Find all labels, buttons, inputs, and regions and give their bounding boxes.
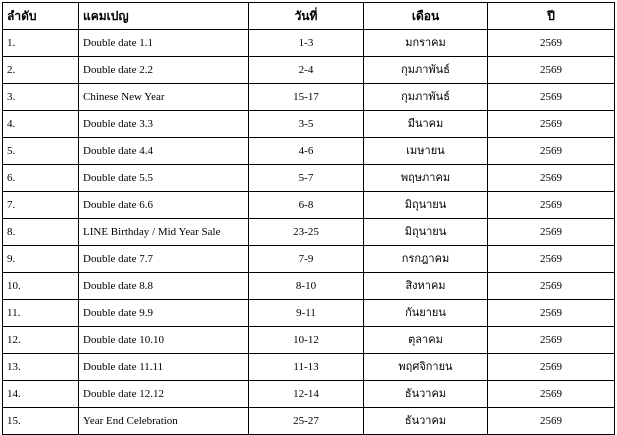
cell-month: กุมภาพันธ์ xyxy=(364,84,488,111)
cell-campaign: Double date 9.9 xyxy=(79,300,249,327)
cell-campaign: Double date 6.6 xyxy=(79,192,249,219)
cell-date: 7-9 xyxy=(249,246,364,273)
cell-campaign: Double date 3.3 xyxy=(79,111,249,138)
cell-no: 13. xyxy=(3,354,79,381)
table-row xyxy=(3,354,615,381)
header-year: ปี xyxy=(488,3,615,30)
cell-year: 2569 xyxy=(488,246,615,273)
cell-month: กุมภาพันธ์ xyxy=(364,57,488,84)
cell-campaign: Double date 8.8 xyxy=(79,273,249,300)
table-row xyxy=(3,57,615,84)
cell-campaign: Double date 11.11 xyxy=(79,354,249,381)
cell-month: พฤษภาคม xyxy=(364,165,488,192)
cell-year: 2569 xyxy=(488,327,615,354)
cell-date: 25-27 xyxy=(249,408,364,435)
cell-month: มกราคม xyxy=(364,30,488,57)
cell-no: 9. xyxy=(3,246,79,273)
cell-no: 14. xyxy=(3,381,79,408)
cell-no: 7. xyxy=(3,192,79,219)
cell-date: 10-12 xyxy=(249,327,364,354)
cell-campaign: Year End Celebration xyxy=(79,408,249,435)
cell-campaign: Double date 2.2 xyxy=(79,57,249,84)
table-row xyxy=(3,381,615,408)
table-row xyxy=(3,327,615,354)
cell-no: 4. xyxy=(3,111,79,138)
cell-no: 15. xyxy=(3,408,79,435)
table-body xyxy=(3,30,615,435)
cell-year: 2569 xyxy=(488,273,615,300)
cell-year: 2569 xyxy=(488,381,615,408)
header-campaign: แคมเปญ xyxy=(79,3,249,30)
cell-no: 5. xyxy=(3,138,79,165)
cell-date: 1-3 xyxy=(249,30,364,57)
cell-date: 2-4 xyxy=(249,57,364,84)
cell-campaign: Double date 5.5 xyxy=(79,165,249,192)
table-row xyxy=(3,408,615,435)
cell-campaign: Chinese New Year xyxy=(79,84,249,111)
cell-year: 2569 xyxy=(488,138,615,165)
table-row xyxy=(3,165,615,192)
table-row xyxy=(3,300,615,327)
cell-date: 3-5 xyxy=(249,111,364,138)
cell-month: มิถุนายน xyxy=(364,192,488,219)
cell-date: 5-7 xyxy=(249,165,364,192)
cell-year: 2569 xyxy=(488,354,615,381)
cell-campaign: Double date 7.7 xyxy=(79,246,249,273)
table-row xyxy=(3,192,615,219)
cell-date: 23-25 xyxy=(249,219,364,246)
cell-month: กรกฎาคม xyxy=(364,246,488,273)
table-row xyxy=(3,219,615,246)
cell-date: 6-8 xyxy=(249,192,364,219)
cell-month: มิถุนายน xyxy=(364,219,488,246)
table-row xyxy=(3,273,615,300)
campaign-schedule-table xyxy=(2,2,615,435)
cell-date: 4-6 xyxy=(249,138,364,165)
cell-date: 12-14 xyxy=(249,381,364,408)
cell-campaign: Double date 10.10 xyxy=(79,327,249,354)
cell-year: 2569 xyxy=(488,192,615,219)
cell-campaign: Double date 12.12 xyxy=(79,381,249,408)
header-no: ลำดับ xyxy=(3,3,79,30)
table-row xyxy=(3,30,615,57)
table-row xyxy=(3,246,615,273)
cell-year: 2569 xyxy=(488,165,615,192)
cell-no: 10. xyxy=(3,273,79,300)
cell-month: ธันวาคม xyxy=(364,408,488,435)
cell-no: 3. xyxy=(3,84,79,111)
cell-campaign: Double date 1.1 xyxy=(79,30,249,57)
cell-month: ตุลาคม xyxy=(364,327,488,354)
cell-year: 2569 xyxy=(488,219,615,246)
cell-campaign: LINE Birthday / Mid Year Sale xyxy=(79,219,249,246)
cell-year: 2569 xyxy=(488,300,615,327)
cell-month: กันยายน xyxy=(364,300,488,327)
cell-no: 1. xyxy=(3,30,79,57)
cell-month: เมษายน xyxy=(364,138,488,165)
table-header-row xyxy=(3,3,615,30)
cell-date: 8-10 xyxy=(249,273,364,300)
cell-date: 11-13 xyxy=(249,354,364,381)
cell-no: 2. xyxy=(3,57,79,84)
cell-year: 2569 xyxy=(488,57,615,84)
cell-no: 12. xyxy=(3,327,79,354)
cell-no: 8. xyxy=(3,219,79,246)
cell-month: ธันวาคม xyxy=(364,381,488,408)
cell-year: 2569 xyxy=(488,30,615,57)
header-month: เดือน xyxy=(364,3,488,30)
cell-no: 11. xyxy=(3,300,79,327)
cell-date: 9-11 xyxy=(249,300,364,327)
table-row xyxy=(3,84,615,111)
cell-month: สิงหาคม xyxy=(364,273,488,300)
cell-year: 2569 xyxy=(488,408,615,435)
cell-year: 2569 xyxy=(488,84,615,111)
table-row xyxy=(3,111,615,138)
header-date: วันที่ xyxy=(249,3,364,30)
cell-month: พฤศจิกายน xyxy=(364,354,488,381)
cell-month: มีนาคม xyxy=(364,111,488,138)
cell-year: 2569 xyxy=(488,111,615,138)
table-row xyxy=(3,138,615,165)
cell-campaign: Double date 4.4 xyxy=(79,138,249,165)
cell-date: 15-17 xyxy=(249,84,364,111)
cell-no: 6. xyxy=(3,165,79,192)
